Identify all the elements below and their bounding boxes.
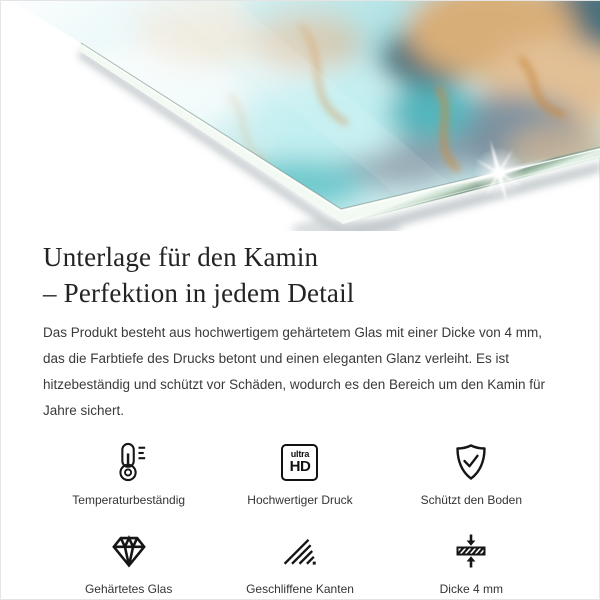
product-detail-section	[1, 231, 599, 597]
features-grid	[43, 439, 557, 597]
title-line-1: Unterlage für den Kamin	[43, 242, 319, 272]
shield-check-icon	[453, 439, 489, 485]
thermometer-icon	[110, 439, 148, 485]
feature-label: Schützt den Boden	[420, 493, 523, 507]
ultra-hd-icon	[281, 439, 318, 485]
page-title	[43, 239, 557, 311]
diamond-icon	[109, 528, 149, 574]
ultra-hd-icon-text-bottom: HD	[289, 458, 311, 475]
feature-label: Hochwertiger Druck	[247, 493, 353, 507]
feature-protects-floor	[386, 439, 557, 508]
feature-high-quality-print	[214, 439, 385, 508]
product-description: Das Produkt besteht aus hochwertigem gehärtetem Glas mit einer Dicke von 4 mm, das die Farbtiefe des Drucks betont und einen eleganten Glanz verleiht. Es ist hitzebeständig und schützt vor Schäden, wodurch es den Bereich um den Kamin für Jahre sichert.	[43, 325, 546, 418]
feature-polished-edges	[214, 528, 385, 597]
product-image	[1, 1, 600, 231]
feature-label: Temperaturbeständig	[72, 493, 186, 507]
title-line-2: – Perfektion in jedem Detail	[43, 278, 355, 308]
polished-edges-icon	[283, 528, 317, 574]
feature-label: Gehärtetes Glas	[84, 582, 173, 596]
glass-panel-illustration	[1, 1, 600, 231]
thickness-icon	[454, 528, 488, 574]
marble-print	[1, 1, 600, 231]
feature-label: Geschliffene Kanten	[246, 582, 354, 596]
feature-tempered-glass	[43, 528, 214, 597]
ultra-hd-icon-text-top: ultra	[290, 449, 310, 459]
feature-label: Dicke 4 mm	[439, 582, 503, 596]
feature-thickness-4mm	[386, 528, 557, 597]
feature-temperature-resistant	[43, 439, 214, 508]
